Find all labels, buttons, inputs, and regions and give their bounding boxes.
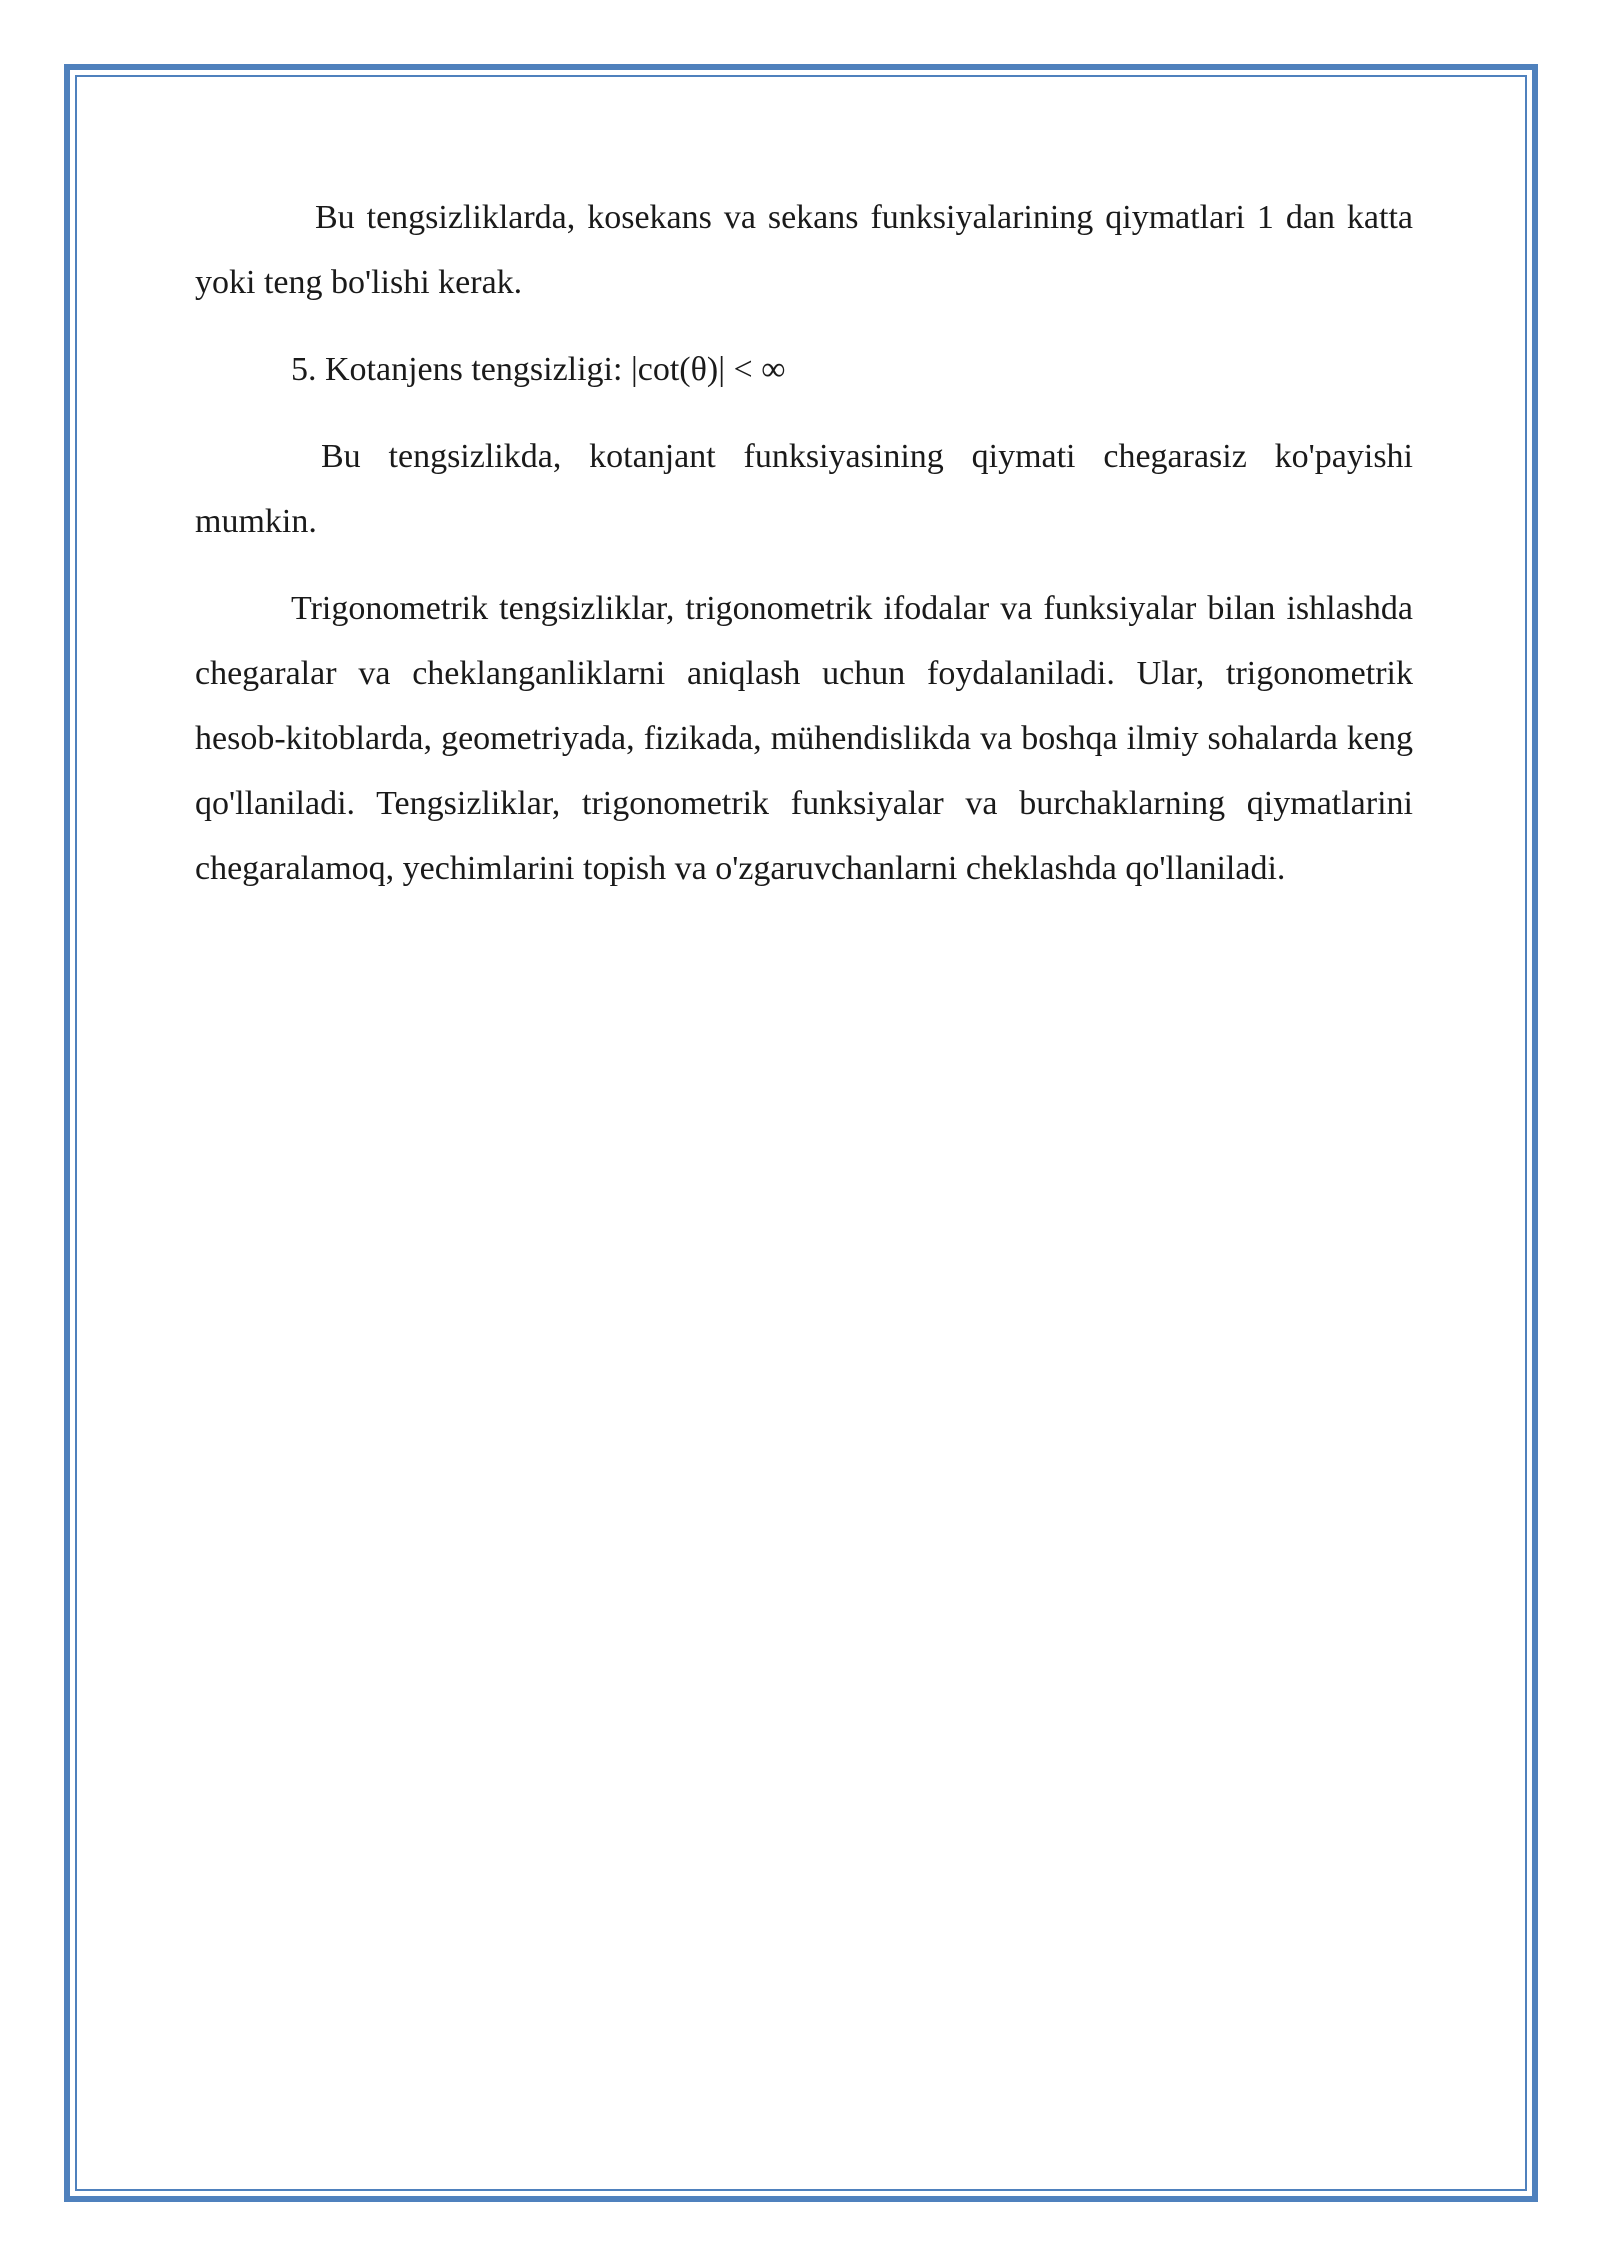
paragraph-cotangent: Bu tengsizlikda, kotanjant funksiyasining qiymati chegarasiz ko'payishi mumkin. xyxy=(195,438,1413,540)
paragraph-summary: Trigonometrik tengsizliklar, trigonometrik ifodalar va funksiyalar bilan ishlashda chegaralar va cheklanganliklarni aniqlash uchun foydalaniladi. Ular, trigonometrik hesob-kitoblarda, geometriyada, fizikada, mühendislikda va boshqa ilmiy sohalarda keng qo'llaniladi. Tengsizliklar, trigonometrik funksiyalar va burchaklarning qiymatlarini chegaralamoq, yechimlarini topish va o'zgaruvchanlarni cheklashda qo'llaniladi. xyxy=(195,590,1413,887)
paragraph-cosecant-secant: Bu tengsizliklarda, kosekans va sekans funksiyalarining qiymatlari 1 dan katta yoki teng bo'lishi kerak. xyxy=(195,199,1413,301)
list-item-cotangent-inequality: 5. Kotanjens tengsizligi: |cot(θ)| < ∞ xyxy=(291,351,786,388)
document-body xyxy=(195,185,1413,923)
